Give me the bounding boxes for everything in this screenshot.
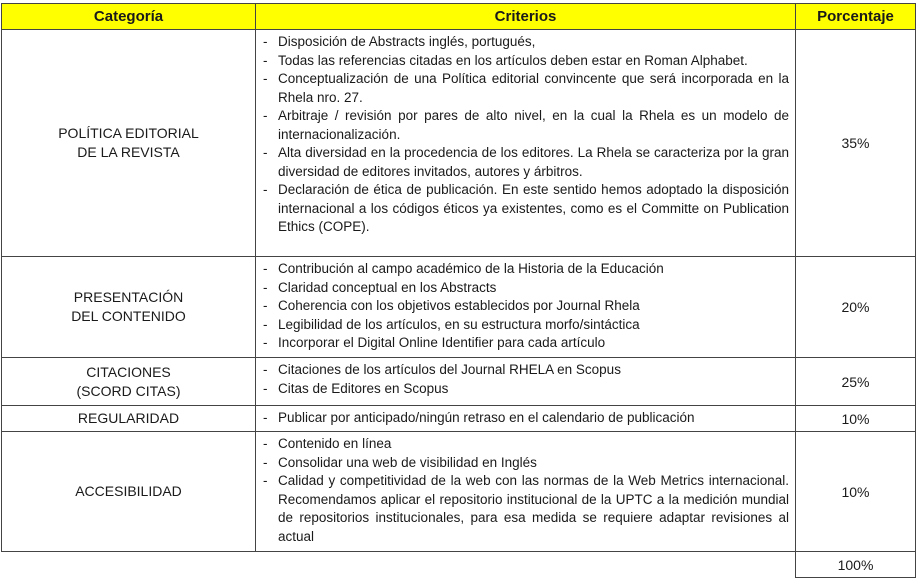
criteria-cell	[256, 30, 796, 257]
criteria-list	[262, 260, 789, 353]
criteria-item: - Declaración de ética de publicación. En este sentido hemos adoptado la disposición internacional a los códigos éticos ya existentes, como es el Committe on Publication Ethics (COPE).	[262, 181, 789, 237]
criteria-cell	[256, 432, 796, 552]
category-label: (SCORD CITAS)	[76, 382, 181, 399]
criteria-cell	[256, 257, 796, 358]
category-cell	[2, 358, 256, 406]
table-row	[2, 257, 916, 358]
criteria-item: - Contenido en línea	[262, 435, 789, 454]
percentage-cell: 20%	[796, 257, 916, 358]
criteria-item: - Incorporar el Digital Online Identifier para cada artículo	[262, 334, 789, 353]
category-label: DEL CONTENIDO	[71, 308, 186, 324]
table-row	[2, 358, 916, 406]
header-criteria: Criterios	[256, 4, 796, 30]
category-cell	[2, 432, 256, 552]
criteria-table	[1, 3, 916, 578]
category-label: REGULARIDAD	[77, 410, 180, 426]
criteria-item: - Legibilidad de los artículos, en su estructura morfo/sintáctica	[262, 316, 789, 335]
criteria-item: - Coherencia con los objetivos establecidos por Journal Rhela	[262, 297, 789, 316]
category-label: PRESENTACIÓN	[73, 289, 184, 305]
category-cell	[2, 257, 256, 358]
criteria-list	[262, 33, 789, 237]
criteria-item: - Citas de Editores en Scopus	[262, 380, 789, 399]
total-percentage: 100%	[796, 552, 916, 578]
criteria-item: - Arbitraje / revisión por pares de alto nivel, en la cual la Rhela es un modelo de internacionalización.	[262, 107, 789, 144]
header-category: Categoría	[2, 4, 256, 30]
header-row	[2, 4, 916, 30]
criteria-cell	[256, 406, 796, 432]
table-row	[2, 406, 916, 432]
table-row	[2, 30, 916, 257]
total-row	[2, 552, 916, 578]
criteria-item: - Contribución al campo académico de la Historia de la Educación	[262, 260, 789, 279]
category-label: POLÍTICA EDITORIAL	[58, 125, 199, 141]
total-spacer	[2, 552, 796, 578]
criteria-item: - Publicar por anticipado/ningún retraso en el calendario de publicación	[262, 409, 789, 428]
criteria-item: - Calidad y competitividad de la web con las normas de la Web Metrics internacional. Recomendamos aplicar el repositorio institucional de la UPTC a la medición mundial de repositorios institucionales, para esa medida se requiere adaptar revisiones al actual	[262, 472, 789, 546]
category-cell	[2, 406, 256, 432]
criteria-item: - Consolidar una web de visibilidad en Inglés	[262, 454, 789, 473]
percentage-cell: 25%	[796, 358, 916, 406]
percentage-cell: 35%	[796, 30, 916, 257]
criteria-item: - Alta diversidad en la procedencia de los editores. La Rhela se caracteriza por la gran diversidad de editores invitados, autores y árbitros.	[262, 144, 789, 181]
percentage-cell: 10%	[796, 432, 916, 552]
category-label: CITACIONES	[86, 363, 171, 380]
criteria-item: - Citaciones de los artículos del Journal RHELA en Scopus	[262, 361, 789, 380]
criteria-item: - Todas las referencias citadas en los artículos deben estar en Roman Alphabet.	[262, 52, 789, 71]
criteria-cell	[256, 358, 796, 406]
table-row	[2, 432, 916, 552]
criteria-item: - Disposición de Abstracts inglés, portugués,	[262, 33, 789, 52]
criteria-list	[262, 435, 789, 546]
criteria-list	[262, 409, 789, 428]
criteria-list	[262, 361, 789, 398]
category-label: ACCESIBILIDAD	[75, 483, 182, 499]
category-cell	[2, 30, 256, 257]
percentage-cell: 10%	[796, 406, 916, 432]
category-label: DE LA REVISTA	[77, 144, 180, 160]
header-percentage: Porcentaje	[796, 4, 916, 30]
criteria-item: - Conceptualización de una Política editorial convincente que será incorporada en la Rhela nro. 27.	[262, 70, 789, 107]
criteria-item: - Claridad conceptual en los Abstracts	[262, 279, 789, 298]
